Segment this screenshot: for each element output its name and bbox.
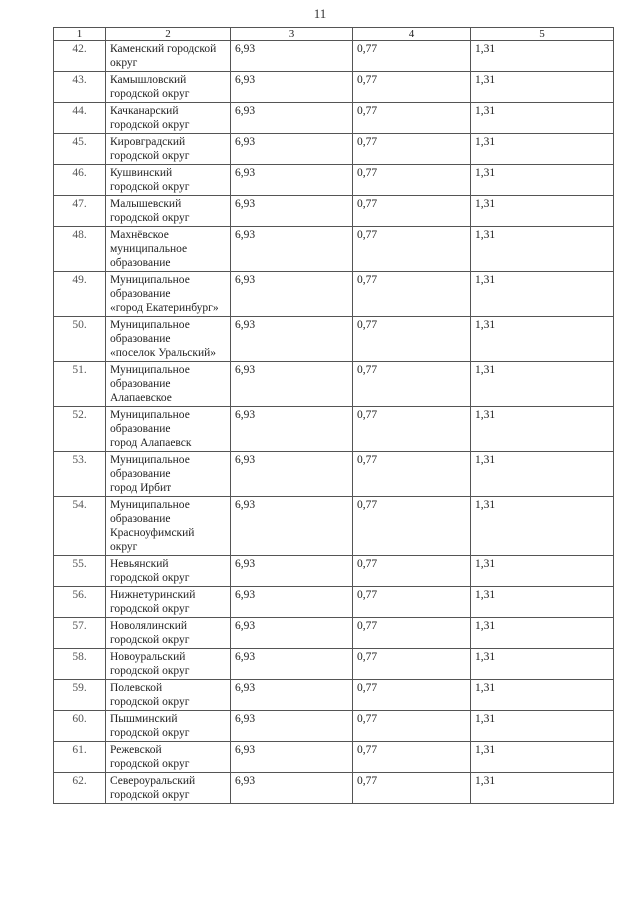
municipality-name-line: Каменский городской	[110, 43, 217, 55]
municipality-name	[106, 497, 231, 556]
value-col-4: 0,77	[353, 680, 471, 711]
value-col-4: 0,77	[353, 711, 471, 742]
table-row	[54, 497, 614, 556]
municipality-name-line: городской округ	[110, 727, 190, 739]
value-col-4: 0,77	[353, 556, 471, 587]
value-col-4: 0,77	[353, 497, 471, 556]
value-col-3: 6,93	[231, 680, 353, 711]
row-number: 46.	[54, 165, 106, 196]
value-col-3: 6,93	[231, 711, 353, 742]
value-col-4: 0,77	[353, 196, 471, 227]
municipality-name-line: Новолялинский	[110, 620, 188, 632]
value-col-5: 1,31	[471, 556, 614, 587]
value-col-3: 6,93	[231, 407, 353, 452]
municipality-name-line: Махнёвское	[110, 229, 169, 241]
table-body	[54, 41, 614, 804]
municipality-name-line: образование	[110, 333, 171, 345]
municipality-name	[106, 41, 231, 72]
value-col-3: 6,93	[231, 649, 353, 680]
row-number: 58.	[54, 649, 106, 680]
municipality-name-line: городской округ	[110, 789, 190, 801]
municipality-name-line: городской округ	[110, 665, 190, 677]
municipality-name	[106, 407, 231, 452]
municipality-name-line: городской округ	[110, 88, 190, 100]
value-col-4: 0,77	[353, 41, 471, 72]
value-col-4: 0,77	[353, 227, 471, 272]
value-col-3: 6,93	[231, 497, 353, 556]
municipality-name-line: Невьянский	[110, 558, 169, 570]
row-number: 49.	[54, 272, 106, 317]
value-col-5: 1,31	[471, 407, 614, 452]
municipality-name-line: Муниципальное	[110, 409, 190, 421]
municipality-name	[106, 272, 231, 317]
municipality-name	[106, 680, 231, 711]
row-number: 47.	[54, 196, 106, 227]
table-row	[54, 103, 614, 134]
row-number: 50.	[54, 317, 106, 362]
value-col-3: 6,93	[231, 587, 353, 618]
table-row	[54, 196, 614, 227]
row-number: 48.	[54, 227, 106, 272]
table-row	[54, 680, 614, 711]
municipality-name-line: городской округ	[110, 696, 190, 708]
value-col-3: 6,93	[231, 362, 353, 407]
table-row	[54, 362, 614, 407]
value-col-3: 6,93	[231, 317, 353, 362]
municipality-name-line: образование	[110, 288, 171, 300]
municipality-name	[106, 711, 231, 742]
row-number: 44.	[54, 103, 106, 134]
municipality-name-line: Новоуральский	[110, 651, 186, 663]
municipality-name-line: Муниципальное	[110, 364, 190, 376]
row-number: 57.	[54, 618, 106, 649]
municipality-name	[106, 227, 231, 272]
municipality-name-line: Пышминский	[110, 713, 178, 725]
row-number: 42.	[54, 41, 106, 72]
municipality-name-line: муниципальное	[110, 243, 188, 255]
row-number: 55.	[54, 556, 106, 587]
row-number: 54.	[54, 497, 106, 556]
municipality-name-line: «город Екатеринбург»	[110, 302, 219, 314]
row-number: 51.	[54, 362, 106, 407]
value-col-3: 6,93	[231, 134, 353, 165]
value-col-4: 0,77	[353, 618, 471, 649]
value-col-5: 1,31	[471, 649, 614, 680]
value-col-4: 0,77	[353, 165, 471, 196]
value-col-3: 6,93	[231, 196, 353, 227]
municipality-name-line: округ	[110, 541, 138, 553]
municipality-name-line: Североуральский	[110, 775, 196, 787]
municipality-name	[106, 362, 231, 407]
municipality-name-line: городской округ	[110, 572, 190, 584]
municipality-name-line: городской округ	[110, 119, 190, 131]
row-number: 52.	[54, 407, 106, 452]
value-col-5: 1,31	[471, 587, 614, 618]
column-header-3: 3	[231, 28, 353, 41]
municipality-name-line: Нижнетуринский	[110, 589, 196, 601]
municipality-name-line: Алапаевское	[110, 392, 172, 404]
row-number: 56.	[54, 587, 106, 618]
table-row	[54, 227, 614, 272]
value-col-5: 1,31	[471, 272, 614, 317]
municipality-name	[106, 618, 231, 649]
value-col-5: 1,31	[471, 227, 614, 272]
value-col-4: 0,77	[353, 72, 471, 103]
value-col-5: 1,31	[471, 452, 614, 497]
value-col-3: 6,93	[231, 227, 353, 272]
table-row	[54, 407, 614, 452]
municipality-name-line: Кушвинский	[110, 167, 173, 179]
row-number: 43.	[54, 72, 106, 103]
municipality-name-line: образование	[110, 378, 171, 390]
municipality-name	[106, 72, 231, 103]
table-header-row	[54, 28, 614, 41]
value-col-3: 6,93	[231, 556, 353, 587]
municipality-name	[106, 773, 231, 804]
value-col-4: 0,77	[353, 742, 471, 773]
municipality-name	[106, 452, 231, 497]
value-col-5: 1,31	[471, 497, 614, 556]
value-col-4: 0,77	[353, 649, 471, 680]
value-col-4: 0,77	[353, 134, 471, 165]
value-col-4: 0,77	[353, 407, 471, 452]
municipality-name-line: Муниципальное	[110, 274, 190, 286]
municipality-name	[106, 556, 231, 587]
municipality-name-line: городской округ	[110, 758, 190, 770]
value-col-3: 6,93	[231, 452, 353, 497]
row-number: 61.	[54, 742, 106, 773]
row-number: 59.	[54, 680, 106, 711]
table-row	[54, 134, 614, 165]
value-col-4: 0,77	[353, 103, 471, 134]
municipality-name-line: Муниципальное	[110, 319, 190, 331]
column-header-4: 4	[353, 28, 471, 41]
value-col-4: 0,77	[353, 272, 471, 317]
table-row	[54, 742, 614, 773]
municipality-name-line: Красноуфимский	[110, 527, 195, 539]
municipality-name-line: Кировградский	[110, 136, 186, 148]
page-number: 11	[313, 6, 327, 21]
value-col-4: 0,77	[353, 452, 471, 497]
municipality-name-line: город Алапаевск	[110, 437, 192, 449]
value-col-5: 1,31	[471, 134, 614, 165]
table-row	[54, 165, 614, 196]
column-header-1: 1	[54, 28, 106, 41]
value-col-5: 1,31	[471, 362, 614, 407]
table-row	[54, 618, 614, 649]
value-col-5: 1,31	[471, 317, 614, 362]
value-col-3: 6,93	[231, 272, 353, 317]
municipality-name-line: городской округ	[110, 603, 190, 615]
value-col-5: 1,31	[471, 41, 614, 72]
municipality-name	[106, 196, 231, 227]
municipality-name	[106, 587, 231, 618]
municipality-name-line: образование	[110, 468, 171, 480]
row-number: 45.	[54, 134, 106, 165]
value-col-3: 6,93	[231, 103, 353, 134]
municipality-name	[106, 134, 231, 165]
column-header-2: 2	[106, 28, 231, 41]
row-number: 53.	[54, 452, 106, 497]
municipality-name	[106, 649, 231, 680]
value-col-4: 0,77	[353, 362, 471, 407]
table-row	[54, 649, 614, 680]
table-row	[54, 587, 614, 618]
value-col-3: 6,93	[231, 742, 353, 773]
table-row	[54, 773, 614, 804]
municipality-name-line: Муниципальное	[110, 454, 190, 466]
municipality-name-line: городской округ	[110, 150, 190, 162]
municipality-name-line: образование	[110, 257, 171, 269]
row-number: 62.	[54, 773, 106, 804]
municipality-name-line: образование	[110, 513, 171, 525]
municipality-name-line: Качканарский	[110, 105, 179, 117]
value-col-5: 1,31	[471, 165, 614, 196]
table-row	[54, 272, 614, 317]
value-col-5: 1,31	[471, 773, 614, 804]
value-col-5: 1,31	[471, 680, 614, 711]
value-col-3: 6,93	[231, 72, 353, 103]
municipality-name	[106, 103, 231, 134]
municipality-name-line: «поселок Уральский»	[110, 347, 217, 359]
table-row	[54, 452, 614, 497]
municipality-name-line: Полевской	[110, 682, 163, 694]
municipality-name-line: Малышевский	[110, 198, 182, 210]
municipality-name-line: городской округ	[110, 634, 190, 646]
value-col-4: 0,77	[353, 773, 471, 804]
municipality-name-line: город Ирбит	[110, 482, 172, 494]
municipality-name	[106, 317, 231, 362]
value-col-5: 1,31	[471, 618, 614, 649]
value-col-4: 0,77	[353, 317, 471, 362]
municipality-name-line: Камышловский	[110, 74, 187, 86]
column-header-5: 5	[471, 28, 614, 41]
municipality-name-line: городской округ	[110, 181, 190, 193]
municipality-name-line: городской округ	[110, 212, 190, 224]
municipality-name-line: Режевской	[110, 744, 162, 756]
value-col-5: 1,31	[471, 742, 614, 773]
value-col-5: 1,31	[471, 196, 614, 227]
value-col-5: 1,31	[471, 711, 614, 742]
value-col-3: 6,93	[231, 618, 353, 649]
value-col-4: 0,77	[353, 587, 471, 618]
value-col-3: 6,93	[231, 165, 353, 196]
value-col-5: 1,31	[471, 103, 614, 134]
table-row	[54, 317, 614, 362]
municipality-name-line: образование	[110, 423, 171, 435]
value-col-5: 1,31	[471, 72, 614, 103]
row-number: 60.	[54, 711, 106, 742]
table-row	[54, 556, 614, 587]
data-table	[53, 27, 614, 804]
municipality-name	[106, 742, 231, 773]
value-col-3: 6,93	[231, 41, 353, 72]
municipality-name-line: Муниципальное	[110, 499, 190, 511]
table-row	[54, 41, 614, 72]
value-col-3: 6,93	[231, 773, 353, 804]
table-row	[54, 711, 614, 742]
table-row	[54, 72, 614, 103]
municipality-name	[106, 165, 231, 196]
municipality-name-line: округ	[110, 57, 138, 69]
